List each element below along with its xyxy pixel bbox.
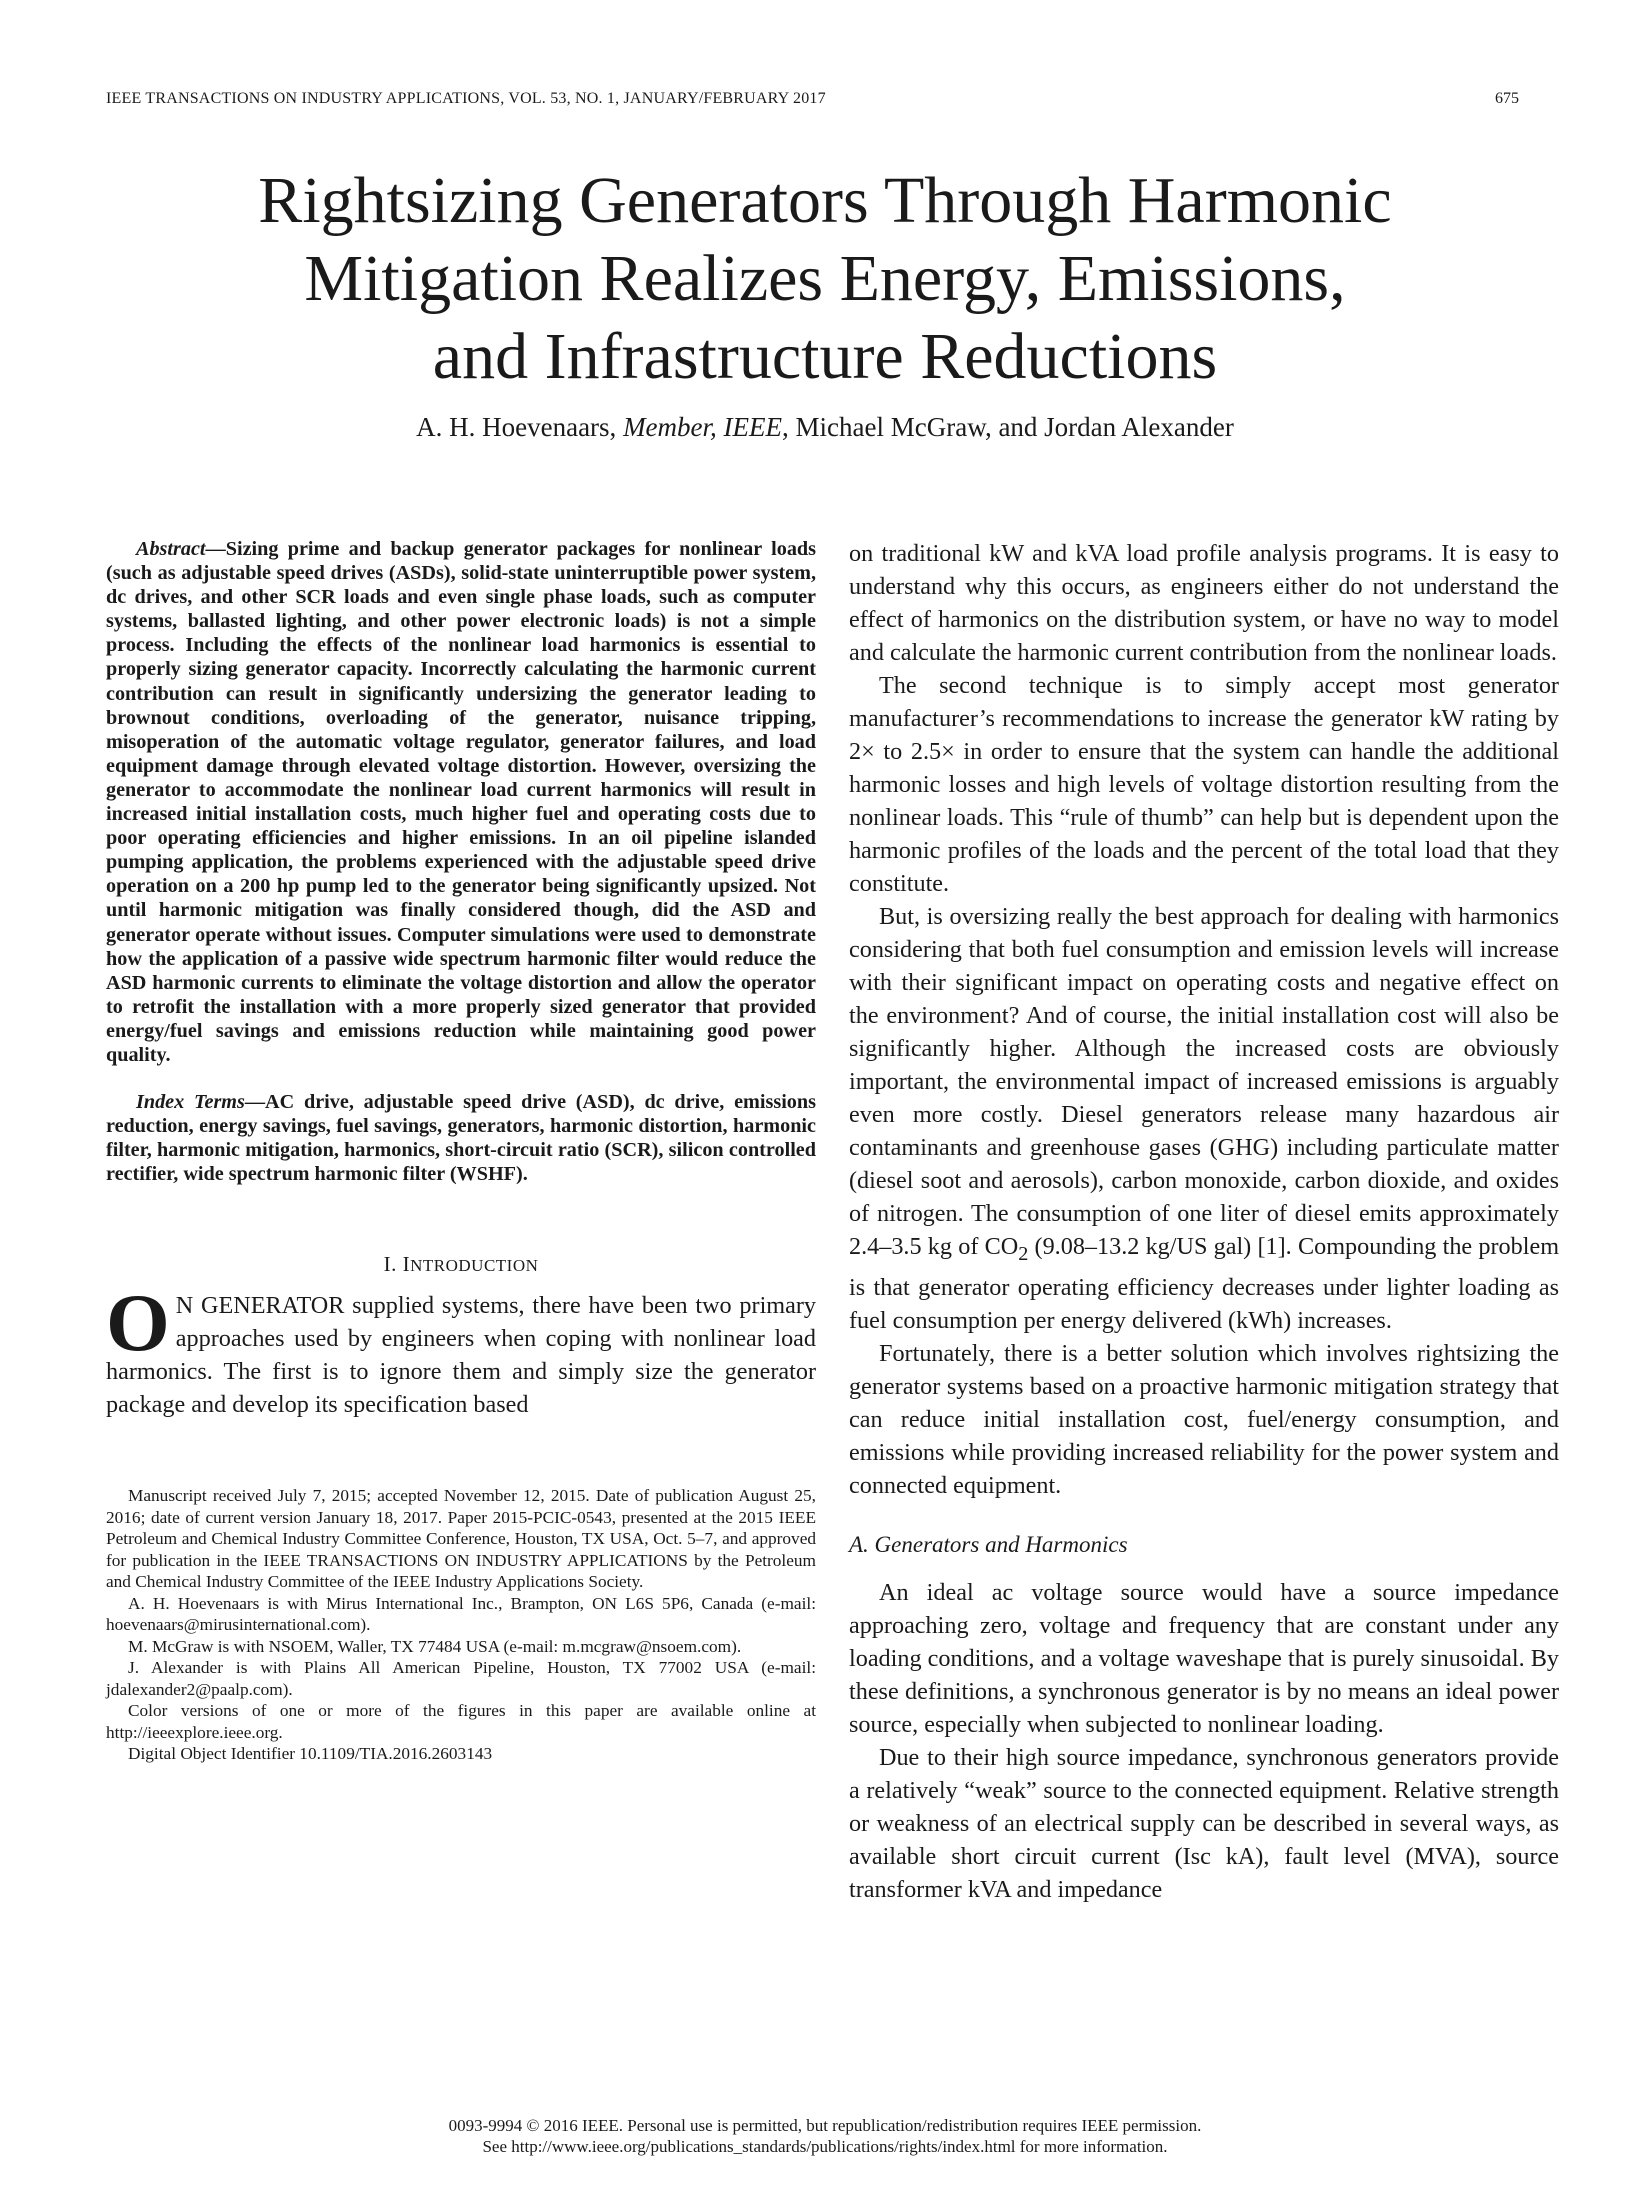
rights-url-line: See http://www.ieee.org/publications_standards/publications/rights/index.html for more information. — [482, 2137, 1168, 2156]
body-paragraph-1: on traditional kW and kVA load profile analysis programs. It is easy to understand why this occurs, as engineers either do not understand the effect of harmonics on the distribution system, or have no way to model and calculate the harmonic current contribution from the nonlinear loads. — [849, 540, 1559, 666]
section-title-rest: NTRODUCTION — [410, 1256, 539, 1276]
running-head: IEEE TRANSACTIONS ON INDUSTRY APPLICATIONS, VOL. 53, NO. 1, JANUARY/FEBRUARY 2017 — [106, 90, 826, 107]
abstract-lead: Abstract — [136, 538, 206, 560]
author-name-1: A. H. Hoevenaars, — [416, 412, 617, 442]
body-paragraph-4: Fortunately, there is a better solution which involves rightsizing the generator systems based on a proactive harmonic mitigation strategy that can reduce initial installation cost, fuel/energy consumption, and emissions while providing increased reliability for the power system and connected equipment. — [849, 1339, 1559, 1499]
copyright-line: 0093-9994 © 2016 IEEE. Personal use is permitted, but republication/redistribution requires IEEE permission. — [448, 2116, 1202, 2135]
index-terms-text: —AC drive, adjustable speed drive (ASD), dc drive, emissions reduction, energy savings, fuel savings, generators, harmonic distortion, harmonic filter, harmonic mitigation, harmonics, short-circuit ratio (SCR), silicon controlled rectifier, wide spectrum harmonic filter (WSHF). — [106, 1091, 816, 1186]
index-terms — [106, 1090, 816, 1186]
footnotes — [106, 1485, 816, 1765]
title-line-1: Rightsizing Generators Through Harmonic — [258, 164, 1392, 237]
body-paragraph-6: Due to their high source impedance, synchronous generators provide a relatively “weak” source to the connected equipment. Relative strength or weakness of an electrical supply can be described in several ways, as available short circuit current (Isc kA), fault level (MVA), source transformer kVA and impedance — [849, 1743, 1559, 1903]
section-number: I. — [383, 1252, 397, 1277]
body-paragraph-5: An ideal ac voltage source would have a source impedance approaching zero, voltage and frequency that are constant under any loading conditions, and a voltage waveshape that is purely sinusoidal. By these definitions, a synchronous generator is by no means an ideal power source, especially when subjected to nonlinear loading. — [849, 1578, 1559, 1738]
footnote-author-1: A. H. Hoevenaars is with Mirus International Inc., Brampton, ON L6S 5P6, Canada (e-mail: hoevenaars@mirusinternational.com). — [106, 1593, 816, 1635]
body-paragraph-3 — [849, 900, 1559, 1337]
copyright-footer — [106, 2115, 1544, 2157]
author-line — [106, 412, 1544, 443]
title-line-3: and Infrastructure Reductions — [432, 320, 1218, 393]
co2-subscript: 2 — [1018, 1242, 1029, 1265]
index-terms-lead: Index Terms — [136, 1091, 245, 1114]
section-title-first-letter: I — [402, 1252, 411, 1277]
footnote-manuscript: Manuscript received July 7, 2015; accepted November 12, 2015. Date of publication August 25, 2016; date of current version January 18, 2017. Paper 2015-PCIC-0543, presented at the 2015 IEEE Petroleum and Chemical Industry Committee Conference, Houston, TX USA, Oct. 5–7, and approved for publication in the IEEE TRANSACTIONS ON INDUSTRY APPLICATIONS by the Petroleum and Chemical Industry Committee of the IEEE Industry Applications Society. — [106, 1486, 816, 1592]
abstract-text: —Sizing prime and backup generator packages for nonlinear loads (such as adjustable speed drives (ASDs), solid-state uninterruptible power system, dc drives, and other SCR loads and even single phase loads, such as computer systems, ballasted lighting, and other power electronic loads) is not a simple process. Including the effects of the nonlinear load harmonics is essential to properly sizing generator capacity. Incorrectly calculating the harmonic current contribution can result in significantly undersizing the generator leading to brownout conditions, overloading of the generator, nuisance tripping, misoperation of the automatic voltage regulator, generator failures, and load equipment damage through elevated voltage distortion. However, oversizing the generator to accommodate the nonlinear load current harmonics will result in increased initial installation costs, much higher fuel and operating costs due to poor operating efficiencies and higher emissions. In an oil pipeline islanded pumping application, the problems experienced with the adjustable speed drive operation on a 200 hp pump led to the generator being significantly upsized. Not until harmonic mitigation was finally considered though, did the ASD and generator operate without issues. Computer simulations were used to demonstrate how the application of a passive wide spectrum harmonic filter would reduce the ASD harmonic currents to eliminate the voltage distortion and allow the operator to retrofit the installation with a more properly sized generator that provided energy/fuel savings and emissions reduction while maintaining good power quality. — [106, 538, 816, 1066]
drop-cap: O — [106, 1277, 170, 1369]
section-heading-introduction — [106, 1252, 816, 1277]
page-number: 675 — [1495, 90, 1519, 107]
paper-title — [106, 162, 1544, 396]
footnote-color-versions: Color versions of one or more of the figures in this paper are available online at http://ieeexplore.ieee.org. — [106, 1701, 816, 1742]
author-others: , Michael McGraw, and Jordan Alexander — [782, 412, 1234, 442]
footnote-author-3: J. Alexander is with Plains All American Pipeline, Houston, TX 77002 USA (e-mail: jdalexander2@paalp.com). — [106, 1658, 816, 1699]
intro-paragraph — [106, 1277, 816, 1421]
abstract — [106, 537, 816, 1067]
right-column — [849, 537, 1559, 1906]
title-line-2: Mitigation Realizes Energy, Emissions, — [304, 242, 1346, 315]
body-paragraph-2: The second technique is to simply accept most generator manufacturer’s recommendations to increase the generator kW rating by 2× to 2.5× in order to ensure that the system can handle the additional harmonic losses and high levels of voltage distortion resulting from the nonlinear loads. This “rule of thumb” can help but is dependent upon the harmonic profiles of the loads and the percent of the total load that they constitute. — [849, 672, 1559, 897]
footnote-doi: Digital Object Identifier 10.1109/TIA.2016.2603143 — [128, 1744, 493, 1764]
body-paragraph-3-part-b: (9.08–13.2 kg/US gal) [1]. Compounding the problem is that generator operating efficiency decreases under lighter loading as fuel consumption per energy delivered (kWh) increases. — [849, 1233, 1560, 1334]
left-column — [106, 537, 816, 1765]
body-paragraph-3-part-a: But, is oversizing really the best approach for dealing with harmonics considering that both fuel consumption and emission levels will increase with their significant impact on operating costs and negative effect on the environment? And of course, the initial installation cost will also be significantly higher. Although the increased costs are obviously important, the environmental impact of increased emissions is arguably even more costly. Diesel generators release many hazardous air contaminants and greenhouse gases (GHG) including particulate matter (diesel soot and aerosols), carbon monoxide, carbon dioxide, and oxides of nitrogen. The consumption of one liter of diesel emits approximately 2.4–3.5 kg of CO — [849, 903, 1559, 1260]
subsection-heading-generators: A. Generators and Harmonics — [849, 1531, 1128, 1557]
author-role-1: Member, IEEE — [623, 412, 783, 442]
footnote-author-2: M. McGraw is with NSOEM, Waller, TX 77484 USA (e-mail: m.mcgraw@nsoem.com). — [128, 1636, 742, 1656]
intro-paragraph-text: N GENERATOR supplied systems, there have been two primary approaches used by engineers when coping with nonlinear load harmonics. The first is to ignore them and simply size the generator package and develop its specification based — [106, 1292, 816, 1419]
